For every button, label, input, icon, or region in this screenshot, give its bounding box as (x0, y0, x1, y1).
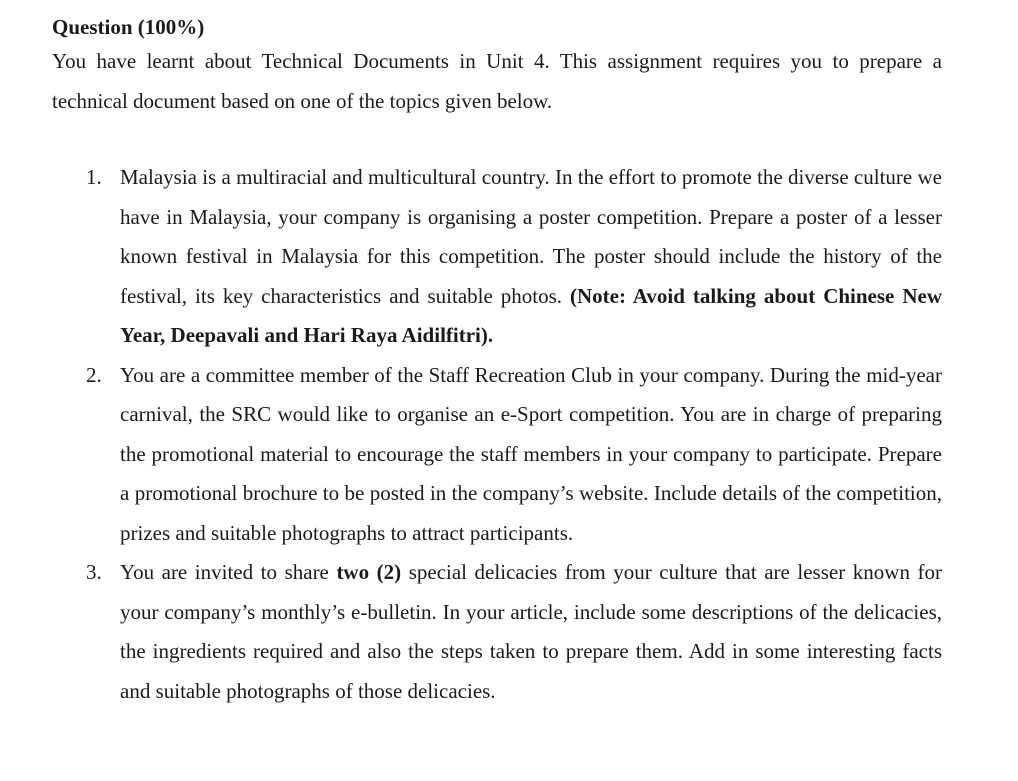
task-number: 2. (86, 362, 102, 387)
task-number: 1. (86, 165, 102, 189)
task-text: You are a committee member of the Staff Recreation Club in your company. During the mid-year carnival, the SRC would like to organise an e-Sport competition. You are in charge of preparing the promotional material to encourage the staff members in your company to participate. Prepare a promotional brochure to be posted in the company’s website. Include details of the competition, prizes and suitable photographs to attract participants. (120, 362, 942, 545)
task-item-3 (86, 553, 942, 711)
task-text: You are invited to share (120, 560, 337, 584)
task-emphasis: two (2) (336, 560, 402, 584)
intro-paragraph: You have learnt about Technical Documents in Unit 4. This assignment requires you to prepare a technical document based on one of the topics given below. (52, 49, 942, 113)
task-item-2 (86, 356, 942, 554)
task-list (86, 158, 942, 711)
task-text-continued: special delicacies from your culture that are lesser known for your company’s monthly’s e-bulletin. In your article, include some descriptions of the delicacies, the ingredients required and also the steps taken to prepare them. Add in some interesting facts and suitable photographs of those delicacies. (120, 560, 942, 703)
question-heading: Question (100%) (52, 15, 205, 39)
document (52, 12, 942, 703)
task-item-1 (86, 158, 942, 356)
task-note: (Note: Avoid talking about Chinese New Year, Deepavali and Hari Raya Aidilfitri). (120, 283, 942, 347)
task-number: 3. (86, 560, 102, 584)
task-text: Malaysia is a multiracial and multicultural country. In the effort to promote the diverse culture we have in Malaysia, your company is organising a poster competition. Prepare a poster of a lesser known festival in Malaysia for this competition. The poster should include the history of the festival, its key characteristics and suitable photos. (120, 165, 942, 308)
